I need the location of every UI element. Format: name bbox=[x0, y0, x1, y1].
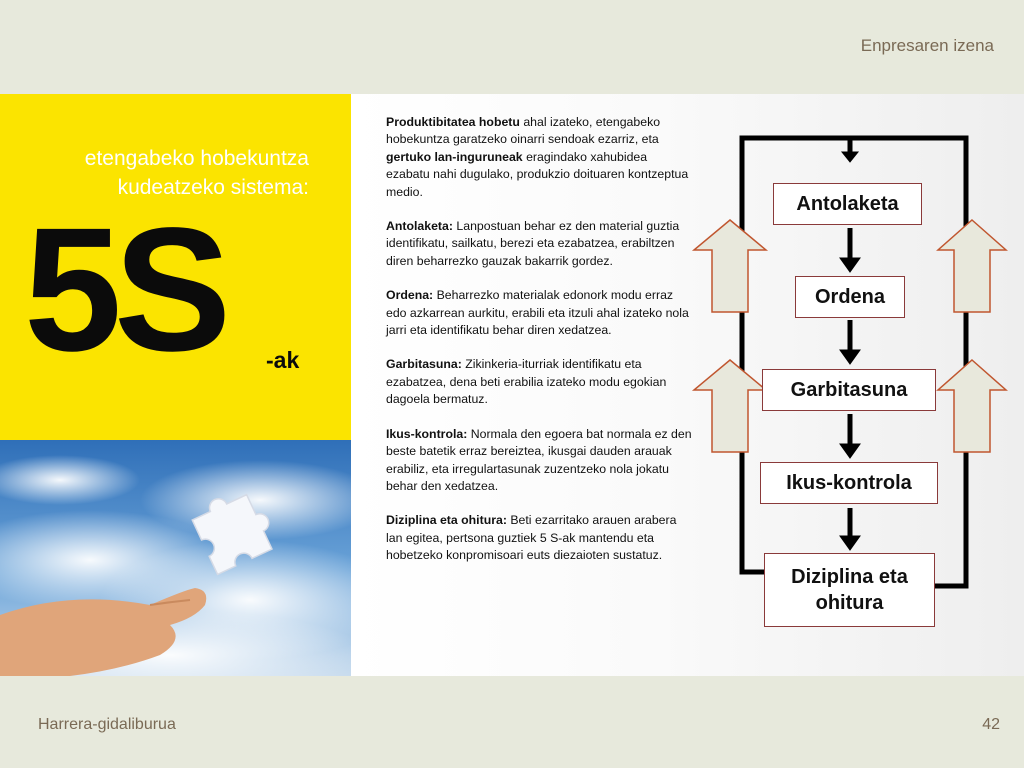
intro-lead-1: ahal izateko, etengabeko hobekuntza garatzeko oinarri sendoak ezarriz, eta bbox=[386, 115, 661, 147]
hero-panel bbox=[0, 94, 351, 440]
definition-text: Beharrezko materialak edonork modu erraz edo azkarrean aurkitu, erabili eta itzuli ahal izateko nola jarri eta identifikatu behar diren xedatzea. bbox=[386, 288, 689, 338]
intro-paragraph bbox=[386, 114, 692, 201]
definition-term: Diziplina eta ohitura: bbox=[386, 513, 507, 528]
header-title: Enpresaren izena bbox=[860, 36, 994, 55]
definition-term: Garbitasuna: bbox=[386, 357, 462, 372]
flow-step-diziplina: Diziplina eta ohitura bbox=[764, 553, 935, 627]
flow-diagram bbox=[690, 120, 1010, 620]
definition-text: Zikinkeria-iturriak identifikatu eta ezabatzea, dena beti erabilia izateko modu egokian dagoela bermatuz. bbox=[386, 357, 667, 407]
flow-step-garbitasuna: Garbitasuna bbox=[762, 369, 936, 411]
text-column bbox=[386, 114, 692, 582]
sky-puzzle-photo bbox=[0, 440, 351, 676]
flow-step-antolaketa: Antolaketa bbox=[773, 183, 922, 225]
definition-term: Ikus-kontrola: bbox=[386, 426, 468, 441]
definition-term: Ordena: bbox=[386, 288, 434, 303]
definition-text: Lanpostuan behar ez den material guztia identifikatu, sailkatu, berezi eta ezabatzea, erabiltzen diren beharrezko gauzak bakarrik gordez. bbox=[386, 219, 680, 268]
definition-ikus-kontrola bbox=[386, 426, 692, 496]
definition-garbitasuna bbox=[386, 356, 692, 408]
hero-subtitle-line1: etengabeko hobekuntza bbox=[84, 147, 309, 170]
footer-label: Harrera-gidaliburua bbox=[38, 716, 176, 733]
page-number: 42 bbox=[982, 716, 1000, 733]
definition-ordena bbox=[386, 287, 692, 339]
definition-antolaketa bbox=[386, 218, 692, 270]
definition-diziplina bbox=[386, 512, 692, 564]
definition-term: Antolaketa: bbox=[386, 219, 453, 234]
flow-step-ikus-kontrola: Ikus-kontrola bbox=[760, 462, 938, 504]
definition-text: Normala den egoera bat normala ez den beste batetik erraz bereiztea, ikusgai dauden arauak erabiliz, eta irregulartasunak zuzentzeko nola jokatu behar den xedatzea. bbox=[386, 426, 692, 493]
intro-lead-2: eragindako xahubidea ezabatu nahi dugulako, produkzio doituaren kontzeptua medio. bbox=[386, 149, 689, 199]
hero-suffix: -ak bbox=[266, 347, 300, 373]
hero-subtitle-line2: kudeatzeko sistema: bbox=[117, 176, 309, 199]
intro-lead-bold: Produktibitatea hobetu bbox=[386, 115, 520, 129]
definition-text: Beti ezarritako arauen arabera lan egitea, pertsona guztiek 5 S-ak mantendu eta hobetzeko konpromisoari euts diezaioten sustatuz. bbox=[386, 513, 677, 563]
intro-lead-bold2: gertuko lan-inguruneak bbox=[386, 149, 523, 164]
flow-step-ordena: Ordena bbox=[795, 276, 905, 318]
hero-big-text: 5S bbox=[24, 192, 224, 388]
